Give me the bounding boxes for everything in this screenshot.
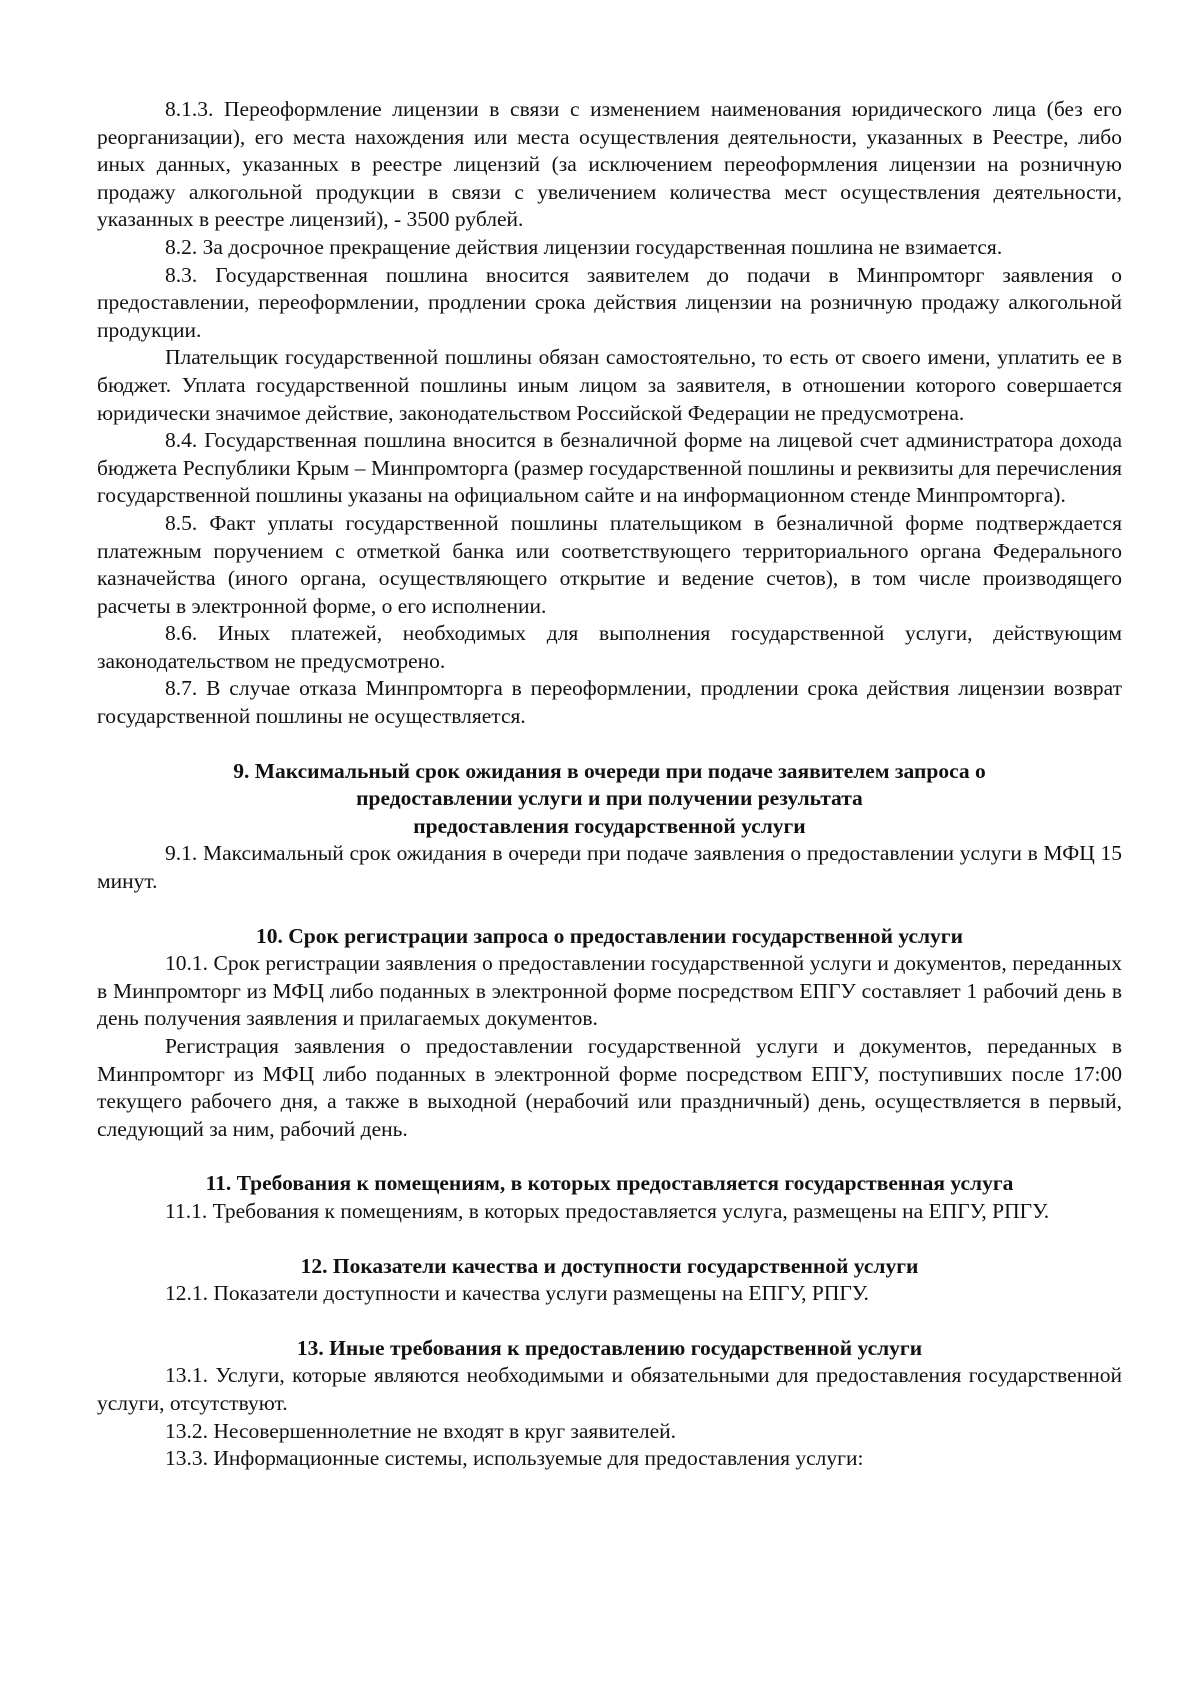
paragraph-8-2: 8.2. За досрочное прекращение действия лицензии государственная пошлина не взимается. xyxy=(165,234,1003,259)
paragraph-9-1: 9.1. Максимальный срок ожидания в очереди при подаче заявления о предоставлении услуги в МФЦ 15 минут. xyxy=(97,841,1122,894)
section-12-heading: 12. Показатели качества и доступности государственной услуги xyxy=(300,1253,919,1278)
paragraph-8-1-3: 8.1.3. Переоформление лицензии в связи с изменением наименования юридического лица (без его реорганизации), его места нахождения или места осуществления деятельности, указанных в Реестре, либо иных данных, указанных в реестре лицензий (за исключением переоформления лицензии на розничную продажу алкогольной продукции в связи с увеличением количества мест осуществления деятельности, указанных в реестре лицензий), - 3500 рублей. xyxy=(97,97,1122,232)
paragraph-13-3: 13.3. Информационные системы, используемые для предоставления услуги: xyxy=(165,1446,864,1471)
paragraph-11-1: 11.1. Требования к помещениям, в которых предоставляется услуга, размещены на ЕПГУ, РПГУ. xyxy=(165,1198,1050,1223)
paragraph-8-6: 8.6. Иных платежей, необходимых для выполнения государственной услуги, действующим законодательством не предусмотрено. xyxy=(97,621,1122,673)
paragraph-10-registration: Регистрация заявления о предоставлении государственной услуги и документов, переданных в Минпромторг из МФЦ либо поданных в электронной форме посредством ЕПГУ, поступивших после 17:00 текущего рабочего дня, а также в выходной (нерабочий или праздничный) день, осуществляется в первый, следующий за ним, рабочий день. xyxy=(97,1034,1122,1141)
section-13-heading: 13. Иные требования к предоставлению государственной услуги xyxy=(296,1335,923,1360)
paragraph-13-1: 13.1. Услуги, которые являются необходимыми и обязательными для предоставления государственной услуги, отсутствуют. xyxy=(97,1363,1122,1415)
paragraph-8-5: 8.5. Факт уплаты государственной пошлины плательщиком в безналичной форме подтверждается платежным поручением с отметкой банка или соответствующего территориального органа Федерального казначейства (иного органа, осуществляющего открытие и ведение счетов), в том числе производящего расчеты в электронной форме, о его исполнении. xyxy=(97,510,1122,618)
paragraph-13-2: 13.2. Несовершеннолетние не входят в круг заявителей. xyxy=(165,1418,677,1443)
spacer xyxy=(97,896,1122,923)
section-9-heading-line-2: предоставлении услуги и при получении результата xyxy=(356,786,863,811)
section-9-heading xyxy=(97,758,1122,841)
paragraph-8-7: 8.7. В случае отказа Минпромторга в переоформлении, продлении срока действия лицензии возврат государственной пошлины не осуществляется. xyxy=(97,676,1122,729)
paragraph-payer: Плательщик государственной пошлины обязан самостоятельно, то есть от своего имени, уплатить ее в бюджет. Уплата государственной пошлины иным лицом за заявителя, в отношении которого совершается юридически значимое действие, законодательством Российской Федерации не предусмотрена. xyxy=(97,345,1122,425)
section-9-heading-line-1: 9. Максимальный срок ожидания в очереди при подаче заявителем запроса о xyxy=(233,758,986,783)
spacer xyxy=(97,731,1122,758)
paragraph-12-1: 12.1. Показатели доступности и качества услуги размещены на ЕПГУ, РПГУ. xyxy=(165,1281,869,1306)
section-11-heading: 11. Требования к помещениям, в которых предоставляется государственная услуга xyxy=(205,1171,1014,1196)
spacer xyxy=(97,1143,1122,1170)
spacer xyxy=(97,1226,1122,1253)
paragraph-10-1: 10.1. Срок регистрации заявления о предоставлении государственной услуги и документов, переданных в Минпромторг из МФЦ либо поданных в электронной форме посредством ЕПГУ составляет 1 рабочий день в день получения заявления и прилагаемых документов. xyxy=(97,951,1122,1031)
spacer xyxy=(97,1308,1122,1335)
section-10-heading: 10. Срок регистрации запроса о предоставлении государственной услуги xyxy=(256,923,963,948)
paragraph-8-3: 8.3. Государственная пошлина вносится заявителем до подачи в Минпромторг заявления о предоставлении, переоформлении, продлении срока действия лицензии на розничную продажу алкогольной продукции. xyxy=(97,262,1122,342)
section-9-heading-line-3: предоставления государственной услуги xyxy=(413,813,806,838)
document-page xyxy=(97,96,1122,1473)
paragraph-8-4: 8.4. Государственная пошлина вносится в безналичной форме на лицевой счет администратора дохода бюджета Республики Крым – Минпромторга (размер государственной пошлины и реквизиты для перечисления государственной пошлины указаны на официальном сайте и на информационном стенде Минпромторга). xyxy=(97,428,1122,508)
